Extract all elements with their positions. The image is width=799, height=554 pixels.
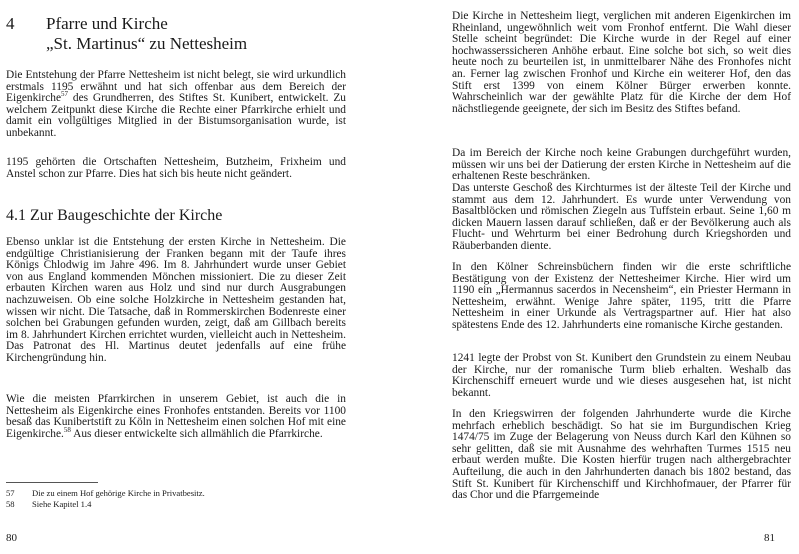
footnote: 58 Siehe Kapitel 1.4	[6, 499, 92, 509]
paragraph: Da im Bereich der Kirche noch keine Grabungen durchgeführt wurden, müssen wir uns bei der Datierung der ersten Kirche in Nettesheim auf die erhaltenen Reste beschränken.	[452, 147, 791, 183]
chapter-title-line1: Pfarre und Kirche	[46, 14, 168, 33]
paragraph: Ebenso unklar ist die Entstehung der ersten Kirche in Nettesheim. Die endgültige Christianisierung der Franken begann mit der Taufe ihres Königs Chlodwig im Jahre 496. Im 8. Jahrhundert wurde unser Gebiet von aus England kommenden Mönchen missioniert. Die zu dieser Zeit erbauten Kirchen waren aus Holz und sind nur durch Ausgrabungen nachzuweisen. Ob eine solche Holzkirche in Nettesheim gestanden hat, wissen wir nicht. Die Tatsache, daß in Rommerskirchen Bodenreste einer solchen bei Grabungen gefunden wurden, zeigt, daß am Gillbach bereits im 8. Jahrhundert Kirchen errichtet wurden, vielleicht auch in Nettesheim. Das Patronat des Hl. Martinus deutet jedenfalls auf eine frühe Kirchengründung hin.	[6, 236, 346, 364]
paragraph: In den Kriegswirren der folgenden Jahrhunderte wurde die Kirche mehrfach erheblich beschädigt. So hat sie im Burgundischen Krieg 1474/75 im Zuge der Belagerung von Neuss durch Karl den Kühnen so sehr gelitten, daß sie mit Ausnahme des wehrhaften Turmes 1515 neu erbaut werden mußte. Die Kosten hierfür trugen nach althergebrachter Aufteilung, die auch in den Jahrhunderten danach bis 1802 bestand, das Stift St. Kunibert für Kirchenschiff und Kirchhofmauer, der Pfarrer für das Chor und die Pfarrgemeinde	[452, 408, 791, 502]
page-number: 81	[764, 532, 775, 544]
paragraph: Wie die meisten Pfarrkirchen in unserem Gebiet, ist auch die in Nettesheim als Eigenkirche eines Fronhofes entstanden. Bereits vor 1100 besaß das Kunibertstift zu Köln in Nettesheim einen solchen Hof mit eine Eigenkirche.$^{58}$ Aus dieser entwickelte sich allmählich die Pfarrkirche.	[6, 393, 346, 440]
section-heading: 4.1 Zur Baugeschichte der Kirche	[6, 207, 223, 224]
chapter-title-line2: „St. Martinus“ zu Nettesheim	[46, 34, 248, 53]
paragraph: 1195 gehörten die Ortschaften Nettesheim, Butzheim, Frixheim und Anstel schon zur Pfarre. Dies hat sich bis heute nicht geändert.	[6, 156, 346, 180]
footnotes	[6, 488, 346, 510]
paragraph: Die Kirche in Nettesheim liegt, verglichen mit anderen Eigenkirchen im Rheinland, ungewöhnlich weit vom Fronhof entfernt. Die Wahl dieser Stelle scheint begründet: Die Kirche wurde in der Regel auf einer hochwasserssicheren Anhöhe erbaut. Eine solche bot sich, so weit dies heute noch zu beurteilen ist, in unmittelbarer Nähe des Fronhofes nicht an. Ferner lag zwischen Fronhof und Kirche ein weiterer Hof, den das Stift erst 1399 von einem Kölner Bürger erwerben konnte. Wahrscheinlich war der gewählte Platz für die Kirche der dem Hof nächstliegende geeignete, der sich im Besitz des Stiftes befand.	[452, 10, 791, 115]
footnote-ref: 57	[61, 90, 69, 99]
footnote-ref: 58	[63, 425, 71, 434]
paragraph: Das unterste Geschoß des Kirchturmes ist der älteste Teil der Kirche und stammt aus dem 12. Jahrhundert. Es wurde unter Verwendung von Basaltblöcken und römischen Ziegeln aus Tuffstein erbaut. Seine 1,60 m dicken Mauern lassen darauf schließen, daß er der Bevölkerung auch als Flucht- und Wehrturm bei einer Bedrohung durch Kriegshorden und Räuberbanden diente.	[452, 182, 791, 252]
footnote-divider	[6, 482, 98, 483]
paragraph: 1241 legte der Probst von St. Kunibert den Grundstein zu einem Neubau der Kirche, nur der romanische Turm blieb erhalten. Weshalb das Kirchenschiff erneuert wurde und wie dieses ausgesehen hat, ist nicht bekannt.	[452, 352, 791, 399]
paragraph: Die Entstehung der Pfarre Nettesheim ist nicht belegt, sie wird urkundlich erstmals 1195 erwähnt und hat sich offenbar aus dem Bereich der Eigenkirche$^{57}$ des Grundherren, des Stiftes St. Kunibert, entwickelt. Zu welchem Zeitpunkt diese Kirche die Rechte einer Pfarrkirche erhielt und damit ein vollgültiges Mitglied in der Bistumsorganisation wurde, ist unbekannt.	[6, 69, 346, 139]
paragraph: In den Kölner Schreinsbüchern finden wir die erste schriftliche Bestätigung von der Existenz der Nettesheimer Kirche. Hier wird um 1190 ein „Hermannus sacerdos in Necensheim“, ein Priester Hermann in Nettesheim, erwähnt. Wenige Jahre später, 1195, tritt die Pfarre Nettesheim in einer Urkunde als Vertragspartner auf. Hier hat also spätestens Ende des 12. Jahrhunderts eine romanische Kirche gestanden.	[452, 261, 791, 331]
page-number: 80	[6, 532, 17, 544]
right-page	[400, 0, 799, 554]
chapter-number: 4	[6, 14, 15, 33]
footnote: 57 Die zu einem Hof gehörige Kirche in Privatbesitz.	[6, 488, 205, 498]
